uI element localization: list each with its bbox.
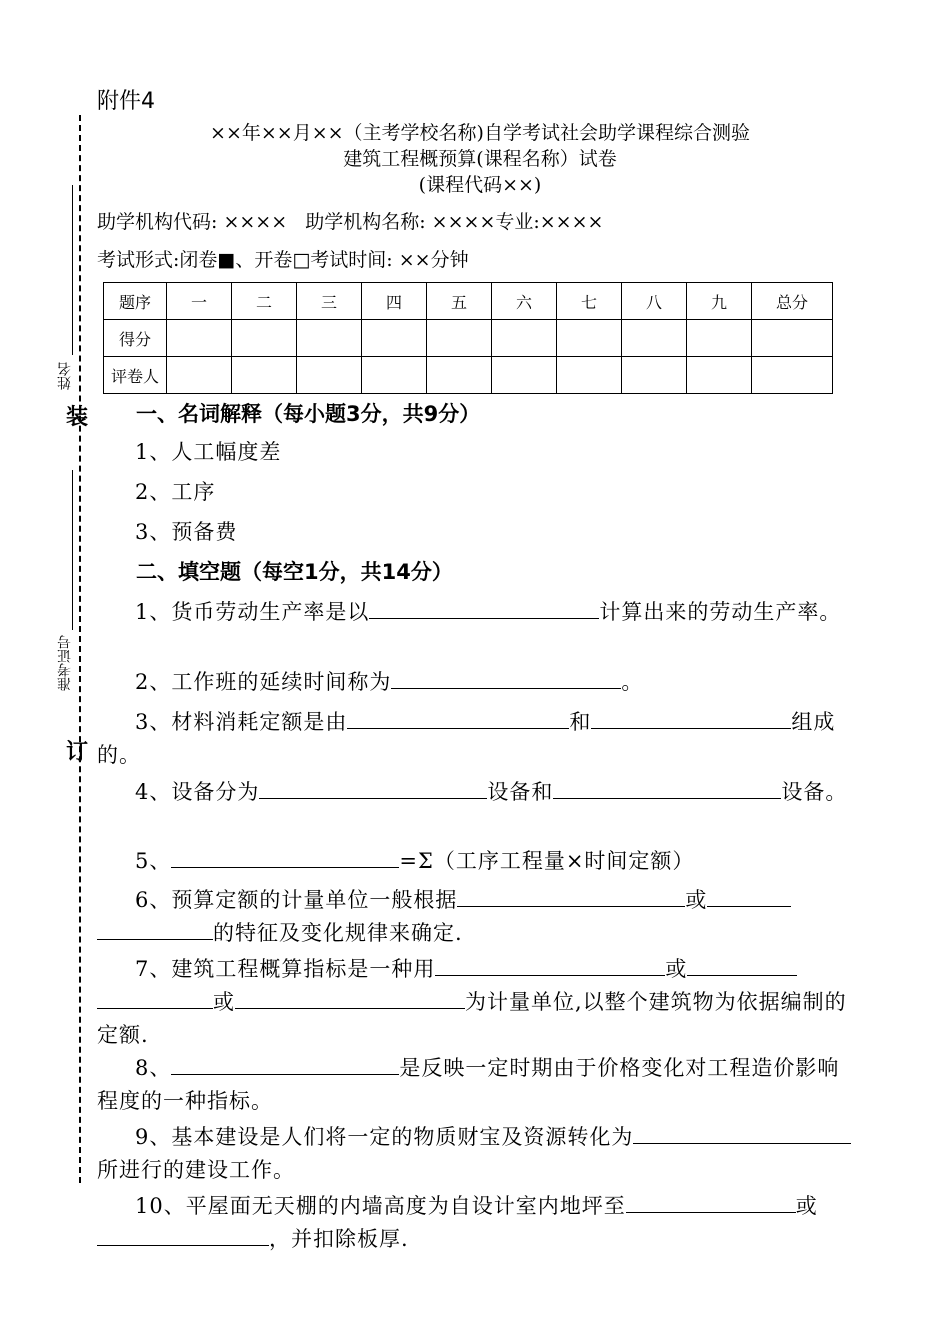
answer-blank[interactable] <box>591 706 791 729</box>
grader-row <box>104 357 833 394</box>
row-label: 得分 <box>104 320 167 357</box>
question-10: 10、平屋面无天棚的内墙高度为自设计室内地坪至 或，并扣除板厚. <box>97 1190 857 1256</box>
answer-blank[interactable] <box>259 776 487 799</box>
score-cell <box>752 320 833 357</box>
answer-blank[interactable] <box>774 1190 796 1213</box>
term-item-3: 3、预备费 <box>135 520 238 544</box>
binding-dashed-line <box>79 115 81 1183</box>
table-cell: 九 <box>687 283 752 320</box>
table-cell: 四 <box>362 283 427 320</box>
table-cell: 二 <box>232 283 297 320</box>
name-label: 姓名 <box>57 362 73 390</box>
term-item-2: 2、工序 <box>135 480 216 504</box>
grader-cell <box>232 357 297 394</box>
id-label: 准考证号 <box>57 635 73 691</box>
question-1: 1、货币劳动生产率是以 计算出来的劳动生产率。 <box>97 596 857 629</box>
ding-mark: 订 <box>66 740 89 765</box>
id-underline <box>72 470 73 630</box>
grader-cell <box>687 357 752 394</box>
answer-blank[interactable] <box>553 776 781 799</box>
section1-title: 一、名词解释（每小题3分，共9分） <box>136 402 481 426</box>
answer-blank[interactable] <box>763 1121 851 1144</box>
question-5: 5、 =Σ（工序工程量×时间定额） <box>97 845 857 878</box>
score-cell <box>557 320 622 357</box>
name-underline <box>72 185 73 355</box>
table-cell: 八 <box>622 283 687 320</box>
grader-cell <box>492 357 557 394</box>
table-cell: 五 <box>427 283 492 320</box>
table-cell: 题序 <box>104 283 167 320</box>
question-2: 2、工作班的延续时间称为 。 <box>97 666 857 699</box>
score-row <box>104 320 833 357</box>
score-cell <box>687 320 752 357</box>
grader-cell <box>167 357 232 394</box>
section2-title: 二、填空题（每空1分，共14分） <box>136 560 453 584</box>
attachment-label: 附件4 <box>97 89 155 114</box>
question-7: 7、建筑工程概算指标是一种用 或或 为计量单位,以整个建筑物为依据编制的定额. <box>97 953 857 1052</box>
answer-blank[interactable] <box>633 1121 763 1144</box>
table-cell: 一 <box>167 283 232 320</box>
exam-form: 考试形式:闭卷■、开卷□考试时间: ××分钟 <box>97 249 469 271</box>
answer-blank[interactable] <box>97 1223 269 1246</box>
score-cell <box>622 320 687 357</box>
table-cell: 七 <box>557 283 622 320</box>
term-item-1: 1、人工幅度差 <box>135 440 282 464</box>
answer-blank[interactable] <box>707 884 791 907</box>
table-cell: 总分 <box>752 283 833 320</box>
question-4: 4、设备分为 设备和 设备。 <box>97 776 857 809</box>
course-code: (课程代码××) <box>418 174 542 196</box>
answer-blank[interactable] <box>235 986 465 1009</box>
score-table-header-row <box>104 283 833 320</box>
exam-title-line2: 建筑工程概预算(课程名称）试卷 <box>343 148 617 170</box>
question-9: 9、基本建设是人们将一定的物质财宝及资源转化为所进行的建设工作。 <box>97 1121 857 1187</box>
grader-cell <box>557 357 622 394</box>
answer-blank[interactable] <box>171 1052 399 1075</box>
table-cell: 三 <box>297 283 362 320</box>
grader-cell <box>622 357 687 394</box>
score-table <box>103 282 833 394</box>
answer-blank[interactable] <box>457 884 685 907</box>
answer-blank[interactable] <box>687 953 797 976</box>
question-6: 6、预算定额的计量单位一般根据 或的特征及变化规律来确定. <box>97 884 857 950</box>
answer-blank[interactable] <box>626 1190 774 1213</box>
table-cell: 六 <box>492 283 557 320</box>
score-cell <box>427 320 492 357</box>
answer-blank[interactable] <box>391 666 621 689</box>
grader-cell <box>752 357 833 394</box>
question-8: 8、 是反映一定时期由于价格变化对工程造价影响程度的一种指标。 <box>97 1052 857 1118</box>
exam-title-line1: ××年××月××（主考学校名称)自学考试社会助学课程综合测验 <box>210 122 750 144</box>
score-cell <box>492 320 557 357</box>
answer-blank[interactable] <box>97 917 213 940</box>
question-3: 3、材料消耗定额是由 和 组成的。 <box>97 706 857 772</box>
answer-blank[interactable] <box>97 986 213 1009</box>
grader-cell <box>427 357 492 394</box>
grader-cell <box>297 357 362 394</box>
row-label: 评卷人 <box>104 357 167 394</box>
zhuang-mark: 装 <box>66 405 89 430</box>
answer-blank[interactable] <box>435 953 665 976</box>
org-info: 助学机构代码: ×××× 助学机构名称: ××××专业:×××× <box>97 211 604 233</box>
score-cell <box>167 320 232 357</box>
answer-blank[interactable] <box>347 706 569 729</box>
answer-blank[interactable] <box>171 845 399 868</box>
score-cell <box>232 320 297 357</box>
grader-cell <box>362 357 427 394</box>
score-cell <box>362 320 427 357</box>
answer-blank[interactable] <box>369 596 599 619</box>
score-cell <box>297 320 362 357</box>
